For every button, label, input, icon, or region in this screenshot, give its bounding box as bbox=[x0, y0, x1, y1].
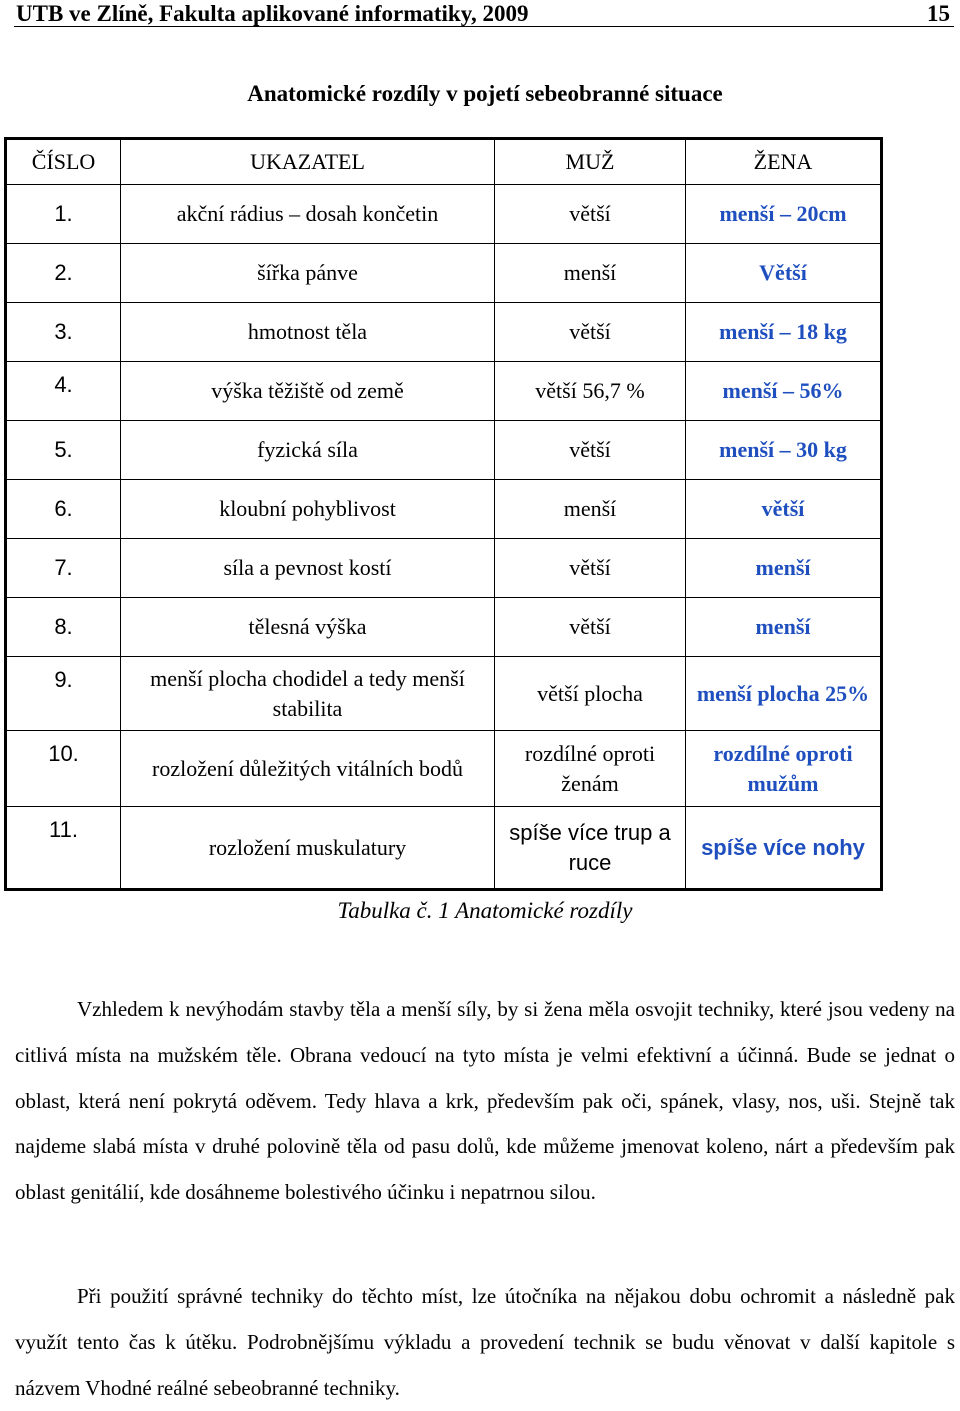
page-header bbox=[14, 0, 954, 27]
table-row bbox=[6, 657, 882, 731]
row-number: 1. bbox=[6, 185, 121, 244]
table-title: Anatomické rozdíly v pojetí sebeobranné situace bbox=[247, 81, 723, 106]
row-man: větší bbox=[495, 185, 686, 244]
row-number: 7. bbox=[6, 539, 121, 598]
table-row bbox=[6, 421, 882, 480]
row-indicator: akční rádius – dosah končetin bbox=[121, 185, 495, 244]
table-header-row bbox=[6, 139, 882, 185]
header-cell-woman: ŽENA bbox=[686, 139, 882, 185]
row-number: 4. bbox=[6, 362, 121, 421]
body-paragraph: Při použití správné techniky do těchto míst, lze útočníka na nějakou dobu ochromit a následně pak využít tento čas k útěku. Podrobnějšímu výkladu a provedení technik se budu věnovat v další kapitole s názvem Vhodné reálné sebeobranné techniky. bbox=[15, 1284, 955, 1400]
row-number: 11. bbox=[6, 807, 121, 890]
table-row bbox=[6, 539, 882, 598]
header-title: UTB ve Zlíně, Fakulta aplikované informatiky, 2009 bbox=[16, 1, 529, 26]
row-indicator: menší plocha chodidel a tedy menší stabilita bbox=[121, 657, 495, 731]
row-number: 2. bbox=[6, 244, 121, 303]
row-woman: menší bbox=[686, 539, 882, 598]
row-woman: menší plocha 25% bbox=[686, 657, 882, 731]
row-woman: Větší bbox=[686, 244, 882, 303]
body-paragraph: Vzhledem k nevýhodám stavby těla a menší síly, by si žena měla osvojit techniky, které jsou vedeny na citlivá místa na mužském těle. Obrana vedoucí na tyto místa je velmi efektivní a účinná. Bude se jednat o oblast, která není pokrytá oděvem. Tedy hlava a krk, především pak oči, spánek, vlasy, nos, uši. Stejně tak najdeme slabá místa v druhé polovině těla od pasu dolů, kde můžeme jmenovat koleno, nárt a především pak oblast genitálií, kde dosáhneme bolestivého účinku i nepatrnou silou. bbox=[15, 997, 955, 1205]
page-number: 15 bbox=[927, 1, 950, 26]
row-man: menší bbox=[495, 244, 686, 303]
row-indicator: šířka pánve bbox=[121, 244, 495, 303]
table-row bbox=[6, 480, 882, 539]
row-indicator: výška těžiště od země bbox=[121, 362, 495, 421]
row-number: 9. bbox=[6, 657, 121, 731]
row-woman: větší bbox=[686, 480, 882, 539]
row-number: 5. bbox=[6, 421, 121, 480]
row-indicator: tělesná výška bbox=[121, 598, 495, 657]
row-indicator: hmotnost těla bbox=[121, 303, 495, 362]
table-row bbox=[6, 807, 882, 890]
row-woman: menší – 56% bbox=[686, 362, 882, 421]
row-woman: menší – 20cm bbox=[686, 185, 882, 244]
row-indicator: rozložení důležitých vitálních bodů bbox=[121, 731, 495, 807]
table-row bbox=[6, 598, 882, 657]
row-number: 10. bbox=[6, 731, 121, 807]
row-woman: menší bbox=[686, 598, 882, 657]
table-row bbox=[6, 303, 882, 362]
row-number: 8. bbox=[6, 598, 121, 657]
row-man: větší bbox=[495, 598, 686, 657]
row-man: spíše více trup a ruce bbox=[495, 807, 686, 890]
table-caption: Tabulka č. 1 Anatomické rozdíly bbox=[337, 898, 633, 923]
row-indicator: kloubní pohyblivost bbox=[121, 480, 495, 539]
header-cell-man: MUŽ bbox=[495, 139, 686, 185]
row-woman: rozdílné oproti mužům bbox=[686, 731, 882, 807]
row-man: rozdílné oproti ženám bbox=[495, 731, 686, 807]
table-row bbox=[6, 185, 882, 244]
table-row bbox=[6, 362, 882, 421]
row-man: větší bbox=[495, 303, 686, 362]
row-man: menší bbox=[495, 480, 686, 539]
row-number: 6. bbox=[6, 480, 121, 539]
table-row bbox=[6, 244, 882, 303]
header-cell-number: ČÍSLO bbox=[6, 139, 121, 185]
row-indicator: rozložení muskulatury bbox=[121, 807, 495, 890]
row-man: větší bbox=[495, 421, 686, 480]
row-woman: menší – 30 kg bbox=[686, 421, 882, 480]
anatomy-table bbox=[4, 137, 883, 891]
row-woman: menší – 18 kg bbox=[686, 303, 882, 362]
row-man: větší bbox=[495, 539, 686, 598]
row-number: 3. bbox=[6, 303, 121, 362]
header-cell-indicator: UKAZATEL bbox=[121, 139, 495, 185]
row-man: větší plocha bbox=[495, 657, 686, 731]
row-man: větší 56,7 % bbox=[495, 362, 686, 421]
row-woman: spíše více nohy bbox=[686, 807, 882, 890]
row-indicator: fyzická síla bbox=[121, 421, 495, 480]
table-row bbox=[6, 731, 882, 807]
row-indicator: síla a pevnost kostí bbox=[121, 539, 495, 598]
